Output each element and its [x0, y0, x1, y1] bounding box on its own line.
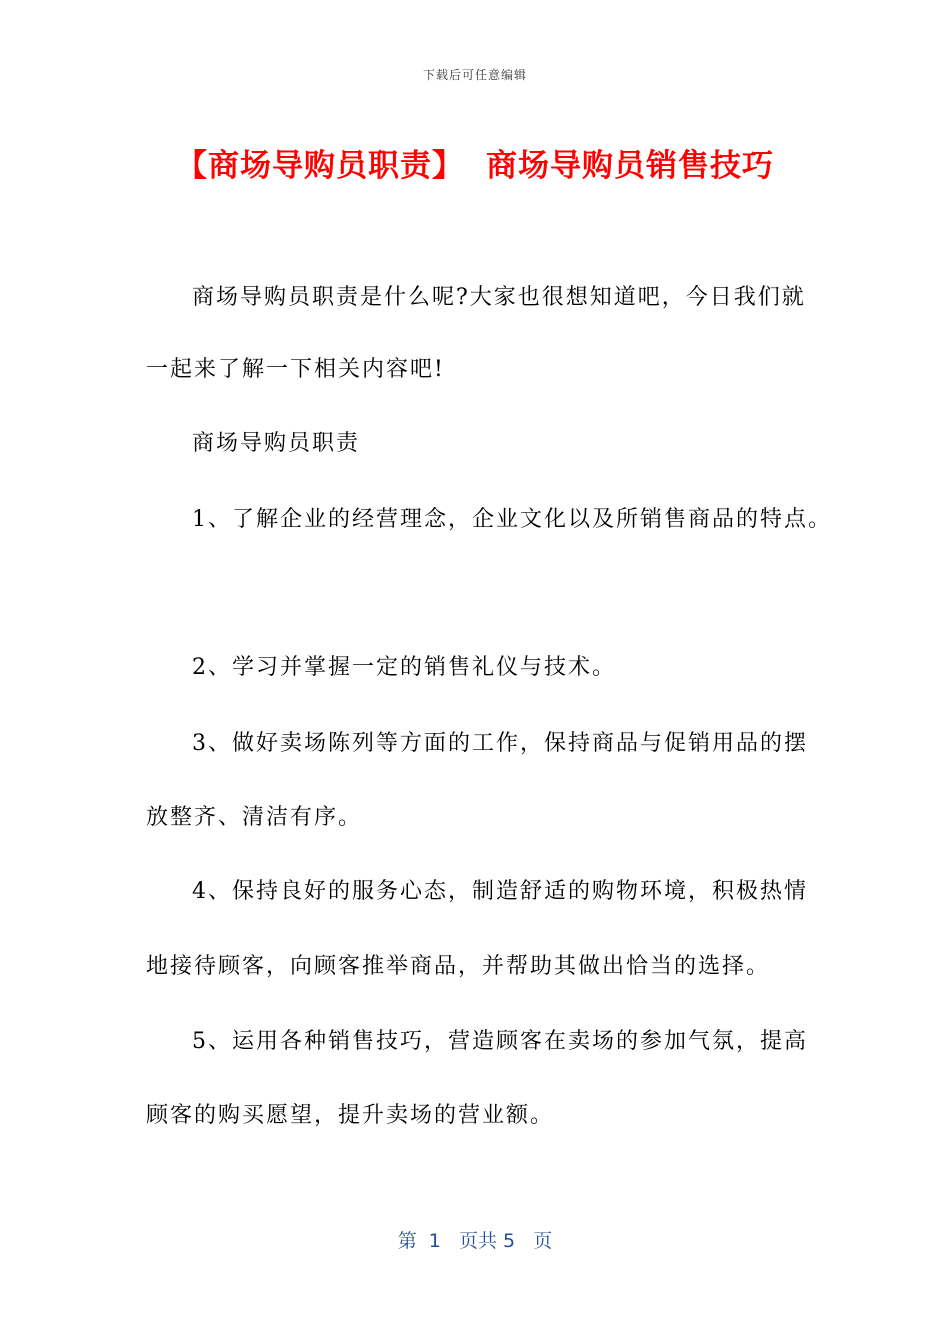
section-heading: 商场导购员职责: [192, 431, 361, 456]
header-note: 下载后可任意编辑: [422, 68, 527, 82]
duty-item-3-line-2: 放整齐、清洁有序。: [146, 805, 363, 830]
duty-item-4-line-1: 4、保持良好的服务心态，制造舒适的购物环境，积极热情: [192, 879, 808, 904]
document-title: [0, 140, 950, 185]
duty-item-3-line-1: 3、做好卖场陈列等方面的工作，保持商品与促销用品的摆: [192, 731, 808, 756]
title-part-2: 商场导购员销售技巧: [486, 148, 774, 184]
duty-item-1: 1、了解企业的经营理念，企业文化以及所销售商品的特点。: [192, 507, 832, 532]
duty-item-4-line-2: 地接待顾客，向顾客推举商品，并帮助其做出恰当的选择。: [146, 954, 771, 979]
paragraph-intro-line-2: 一起来了解一下相关内容吧!: [146, 357, 445, 382]
duty-item-5-line-1: 5、运用各种销售技巧，营造顾客在卖场的参加气氛，提高: [192, 1029, 808, 1054]
page-number-footer: 第 1 页共 5 页: [397, 1230, 553, 1252]
duty-item-5-line-2: 顾客的购买愿望，提升卖场的营业额。: [146, 1103, 555, 1128]
paragraph-intro-line-1: 商场导购员职责是什么呢?大家也很想知道吧，今日我们就: [192, 285, 806, 310]
title-part-1: 【商场导购员职责】: [176, 148, 464, 184]
duty-item-2: 2、学习并掌握一定的销售礼仪与技术。: [192, 655, 616, 680]
